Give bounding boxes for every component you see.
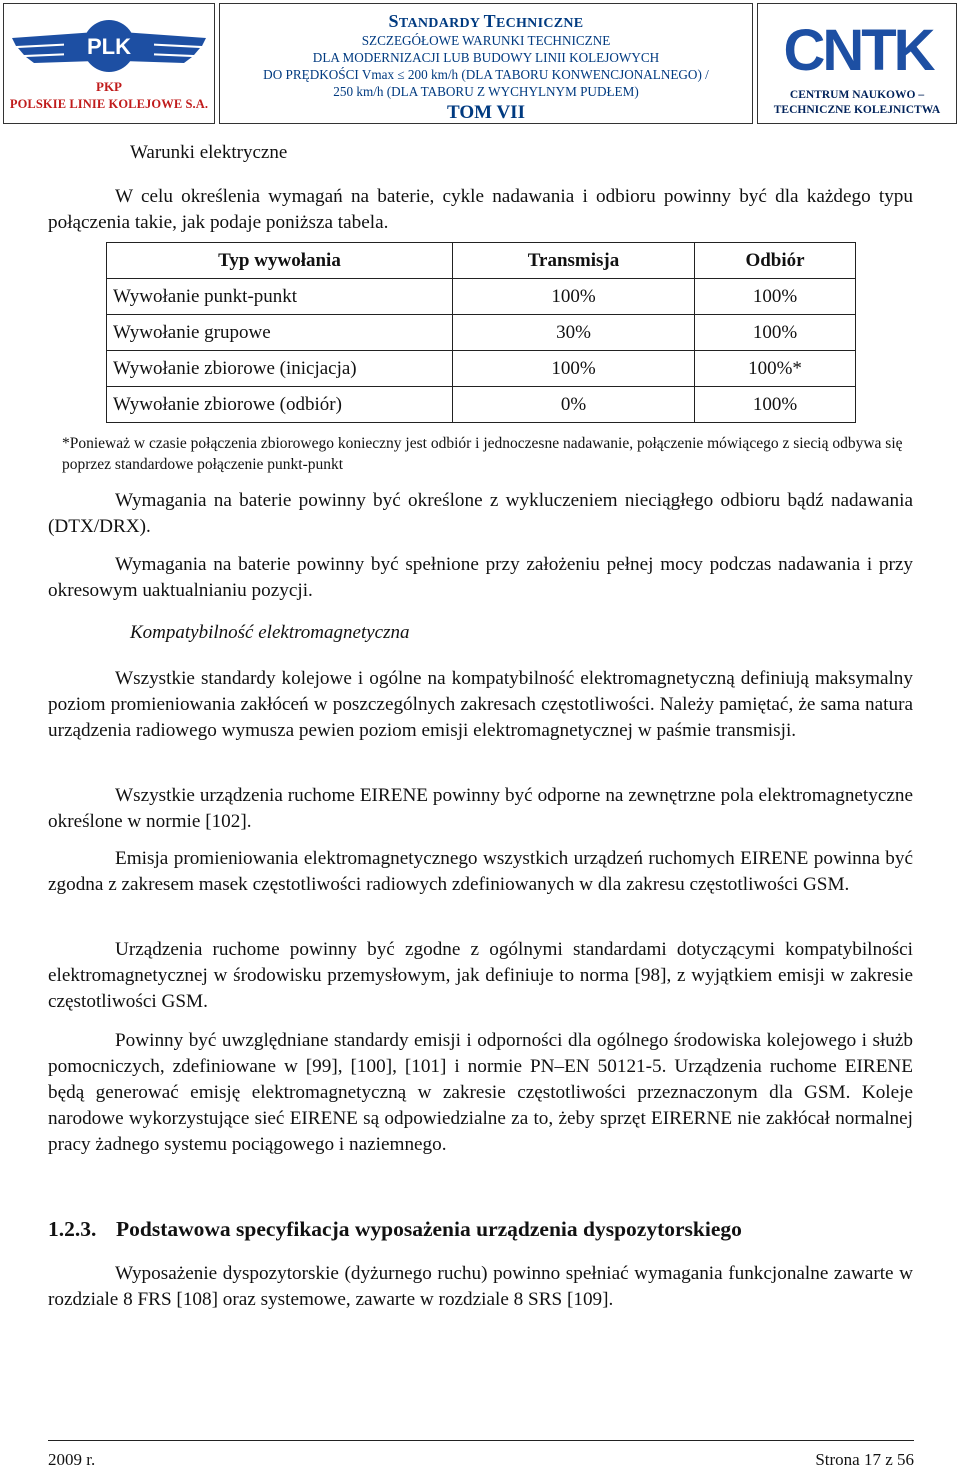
table-footnote: *Ponieważ w czasie połączenia zbiorowego konieczny jest odbiór i jednoczesne nadawanie, połączenie mówiącego z siecią odbywa się poprzez standardowe połączenie punkt-punkt (62, 435, 903, 473)
heading-title: Podstawowa specyfikacja wyposażenia urządzenia dyspozytorskiego (116, 1217, 742, 1241)
paragraph-dispatcher: Wyposażenie dyspozytorskie (dyżurnego ruchu) powinno spełniać wymagania funkcjonalne zawarte w rozdziale 8 FRS [108] oraz systemowe, zawarte w rozdziale 8 SRS [109]. (48, 1263, 913, 1310)
table-cell: 100% (695, 279, 856, 315)
title-line-3: DLA MODERNIZACJI LUB BUDOWY LINII KOLEJOWYCH (312, 50, 660, 65)
table-header-row (107, 243, 856, 279)
call-types-table (106, 242, 856, 423)
section-electrical-heading: Warunki elektryczne (130, 142, 288, 163)
paragraph-emc-industrial: Urządzenia ruchome powinny być zgodne z ogólnymi standardami dotyczącymi kompatybilności elektromagnetycznej w środowisku przemysłowym, jak definiuje to norma [98], z wyjątkiem emisji w zakresie częstotliwości GSM. (48, 939, 913, 1012)
table-header-cell: Typ wywołania (107, 243, 453, 279)
footer-page-number: Strona 17 z 56 (815, 1450, 914, 1469)
cntk-org-name: CENTRUM NAUKOWO – TECHNICZNE KOLEJNICTWA (773, 89, 941, 116)
svg-text:CNTK: CNTK (783, 18, 933, 83)
table-cell: Wywołanie zbiorowe (inicjacja) (107, 351, 453, 387)
title-volume: TOM VII (447, 102, 525, 123)
section-emc-heading: Kompatybilność elektromagnetyczna (130, 622, 410, 643)
table-cell: 0% (453, 387, 695, 423)
table-row (107, 387, 856, 423)
plk-logo-text: PLK (87, 34, 131, 59)
table-header-cell: Odbiór (695, 243, 856, 279)
table-cell: Wywołanie zbiorowe (odbiór) (107, 387, 453, 423)
table-cell: Wywołanie punkt-punkt (107, 279, 453, 315)
table-cell: 100% (453, 279, 695, 315)
title-standardy: STANDARDY TECHNICZNE (388, 11, 584, 31)
table-cell: 100%* (695, 351, 856, 387)
document-title-box (219, 3, 753, 124)
page-footer (48, 1440, 914, 1470)
table-cell: 100% (453, 351, 695, 387)
title-line-4: DO PRĘDKOŚCI Vmax ≤ 200 km/h (DLA TABORU KONWENCJONALNEGO) / (263, 67, 709, 82)
paragraph-emc-railway: Powinny być uwzględniane standardy emisji i odporności dla ogólnego środowiska kolejowego i służb pomocniczych, zdefiniowane w [99], [100], [101] i normie PN‒EN 50121-5. Urządzenia ruchome EIRENE będą generować emisję elektromagnetyczną w zakresie częstotliwości przeznaczonym dla GSM. Koleje narodowe wykorzystujące sieć EIRENE są odpowiedzialne za to, żeby sprzęt EIRERNE nie zakłócał normalnej pracy żadnego systemu pociągowego i naziemnego. (48, 1030, 913, 1155)
table-header-cell: Transmisja (453, 243, 695, 279)
table-cell: 30% (453, 315, 695, 351)
title-line-5: 250 km/h (DLA TABORU Z WYCHYLNYM PUDŁEM) (333, 84, 639, 99)
pkp-label: PKP (96, 79, 122, 94)
paragraph-battery-dtx: Wymagania na baterie powinny być określone z wykluczeniem nieciągłego odbioru bądź nadawania (DTX/DRX). (48, 490, 913, 537)
table-row (107, 351, 856, 387)
cntk-logo-box (757, 3, 957, 124)
paragraph-battery-power: Wymagania na baterie powinny być spełnione przy założeniu pełnej mocy podczas nadawania i przy okresowym uaktualnianiu pozycji. (48, 554, 913, 601)
section-heading-1-2-3 (48, 1217, 742, 1242)
table-row (107, 315, 856, 351)
table-cell: 100% (695, 315, 856, 351)
footer-year: 2009 r. (48, 1450, 96, 1469)
cntk-logo-icon (758, 8, 958, 88)
title-line-2: SZCZEGÓŁOWE WARUNKI TECHNICZNE (361, 33, 611, 48)
heading-number: 1.2.3. (48, 1217, 97, 1241)
plk-logo-box (3, 3, 215, 124)
intro-paragraph: W celu określenia wymagań na baterie, cykle nadawania i odbioru powinny być dla każdego typu połączenia takie, jak podaje poniższa tabela. (48, 186, 913, 233)
org-name-label: POLSKIE LINIE KOLEJOWE S.A. (9, 97, 209, 111)
page-header (3, 3, 957, 126)
table-cell: Wywołanie grupowe (107, 315, 453, 351)
table-row (107, 279, 856, 315)
paragraph-emc-emission: Emisja promieniowania elektromagnetycznego wszystkich urządzeń ruchomych EIRENE powinna być zgodna z zakresem masek częstotliwości radiowych zdefiniowanych w dla zakresu częstotliwości GSM. (48, 848, 913, 895)
table-cell: 100% (695, 387, 856, 423)
plk-logo-icon (4, 8, 214, 80)
paragraph-emc-standards: Wszystkie standardy kolejowe i ogólne na kompatybilność elektromagnetyczną definiują maksymalny poziom promieniowania zakłóceń w poszczególnych zakresach częstotliwości. Należy pamiętać, że sama natura urządzenia radiowego wymusza pewien poziom emisji elektromagnetycznej w paśmie transmisji. (48, 668, 913, 741)
paragraph-emc-immunity: Wszystkie urządzenia ruchome EIRENE powinny być odporne na zewnętrzne pola elektromagnetyczne określone w normie [102]. (48, 785, 913, 832)
